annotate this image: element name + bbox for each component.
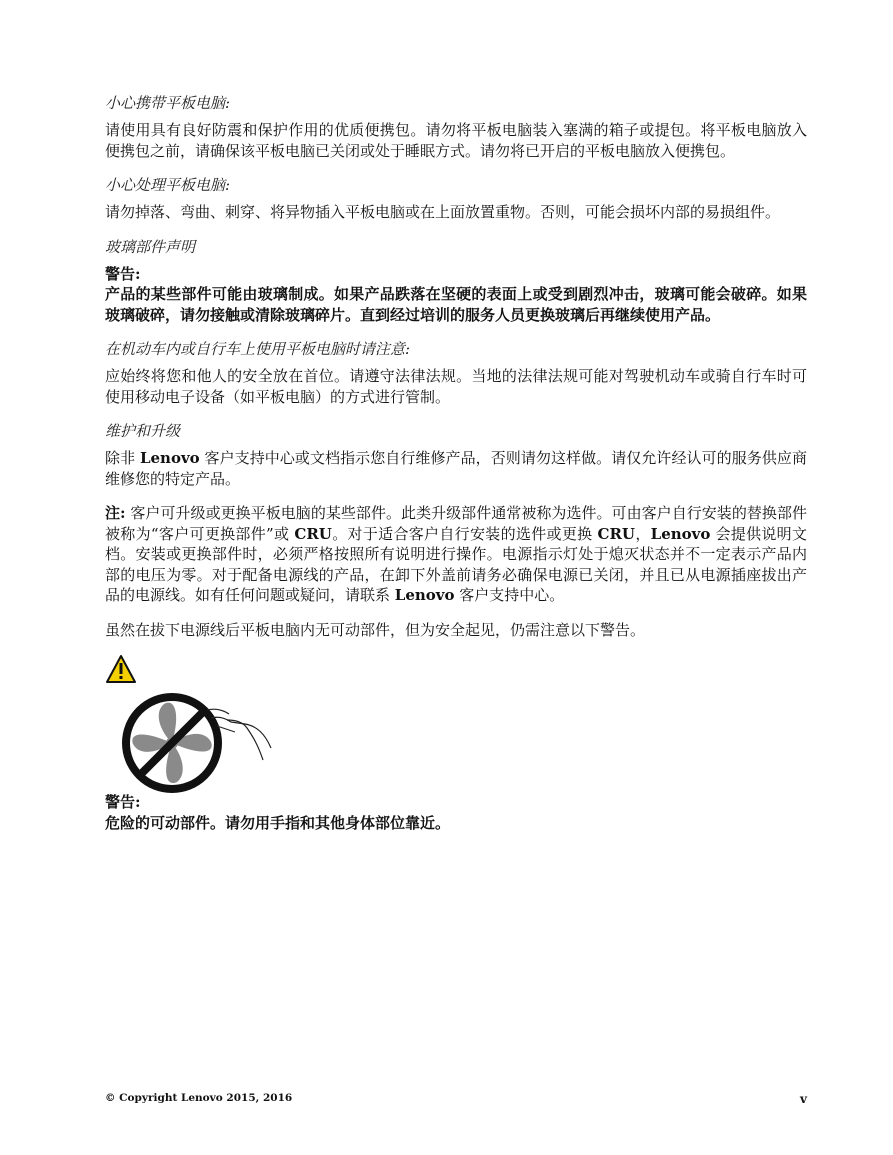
- hand-icon: [205, 698, 275, 768]
- safety-reminder: 虽然在拔下电源线后平板电脑内无可动部件，但为安全起见，仍需注意以下警告。: [105, 620, 646, 639]
- warning-label: 警告:: [105, 264, 141, 283]
- note-paragraph: [105, 503, 807, 606]
- section-heading: 小心处理平板电脑:: [105, 176, 231, 194]
- text-segment: 客户支持中心或文档指示您自行维修产品，否则请勿这样做。请仅允许经认可的服务供应商维修您的特定产品。: [105, 449, 807, 488]
- term-cru: CRU: [597, 524, 636, 543]
- section-handle-tablet: [105, 175, 807, 223]
- text-segment: 客户可升级或更换平板电脑的某些部件。此类升级部件通常被称为选件。可由客户自行安装的替换部件被称为“客户可更换部件”或: [105, 504, 807, 543]
- section-carry-tablet: [105, 93, 807, 161]
- text-segment: 会提供说明文档。安装或更换部件时，必须严格按照所有说明进行操作。电源指示灯处于熄灭状态并不一定表示产品内部的电压为零。对于配备电源线的产品，在卸下外盖前请务必确保电源已关闭，并且已从电源插座拔出产品的电源线。如有任何问题或疑问，请联系: [105, 524, 807, 604]
- section-heading: 小心携带平板电脑:: [105, 94, 231, 112]
- text-segment: ，: [635, 524, 651, 543]
- term-cru: CRU: [294, 524, 332, 543]
- section-body: 请勿掉落、弯曲、刺穿、将异物插入平板电脑或在上面放置重物。否则，可能会损坏内部的易损组件。: [105, 203, 781, 221]
- warning-triangle-icon: [105, 654, 137, 684]
- text-segment: 客户支持中心。: [454, 586, 565, 604]
- page-number: v: [800, 1092, 807, 1106]
- text-segment: 。对于适合客户自行安装的选件或更换: [331, 524, 598, 543]
- section-maintenance: [105, 421, 807, 640]
- section-heading: 在机动车内或自行车上使用平板电脑时请注意:: [105, 340, 411, 358]
- copyright-text: © Copyright Lenovo 2015, 2016: [105, 1092, 293, 1104]
- section-heading: 维护和升级: [105, 422, 181, 440]
- section-body: 请使用具有良好防震和保护作用的优质便携包。请勿将平板电脑装入塞满的箱子或提包。将平板电脑放入便携包之前，请确保该平板电脑已关闭或处于睡眠方式。请勿将已开启的平板电脑放入便携包。: [105, 121, 807, 160]
- brand-lenovo: Lenovo: [394, 586, 455, 604]
- note-label: 注:: [105, 504, 126, 522]
- warning-body: 危险的可动部件。请勿用手指和其他身体部位靠近。: [105, 813, 451, 832]
- section-vehicle-use: [105, 339, 807, 407]
- maintenance-paragraph: [105, 448, 807, 489]
- section-heading: 玻璃部件声明: [105, 237, 196, 256]
- text-segment: 除非: [105, 449, 140, 467]
- warning-body: 产品的某些部件可能由玻璃制成。如果产品跌落在坚硬的表面上或受到剧烈冲击，玻璃可能会破碎。如果玻璃破碎，请勿接触或清除玻璃碎片。直到经过培训的服务人员更换玻璃后再继续使用产品。: [105, 285, 807, 324]
- page-content: [105, 93, 807, 833]
- warning-label: 警告:: [105, 793, 141, 811]
- brand-lenovo: Lenovo: [139, 449, 200, 467]
- section-body: 应始终将您和他人的安全放在首位。请遵守法律法规。当地的法律法规可能对驾驶机动车或骑自行车时可使用移动电子设备（如平板电脑）的方式进行管制。: [105, 367, 807, 406]
- section-moving-parts-warning: [105, 792, 807, 833]
- brand-lenovo: Lenovo: [650, 524, 711, 543]
- hazard-icons: [105, 654, 807, 782]
- section-glass-notice: [105, 237, 807, 326]
